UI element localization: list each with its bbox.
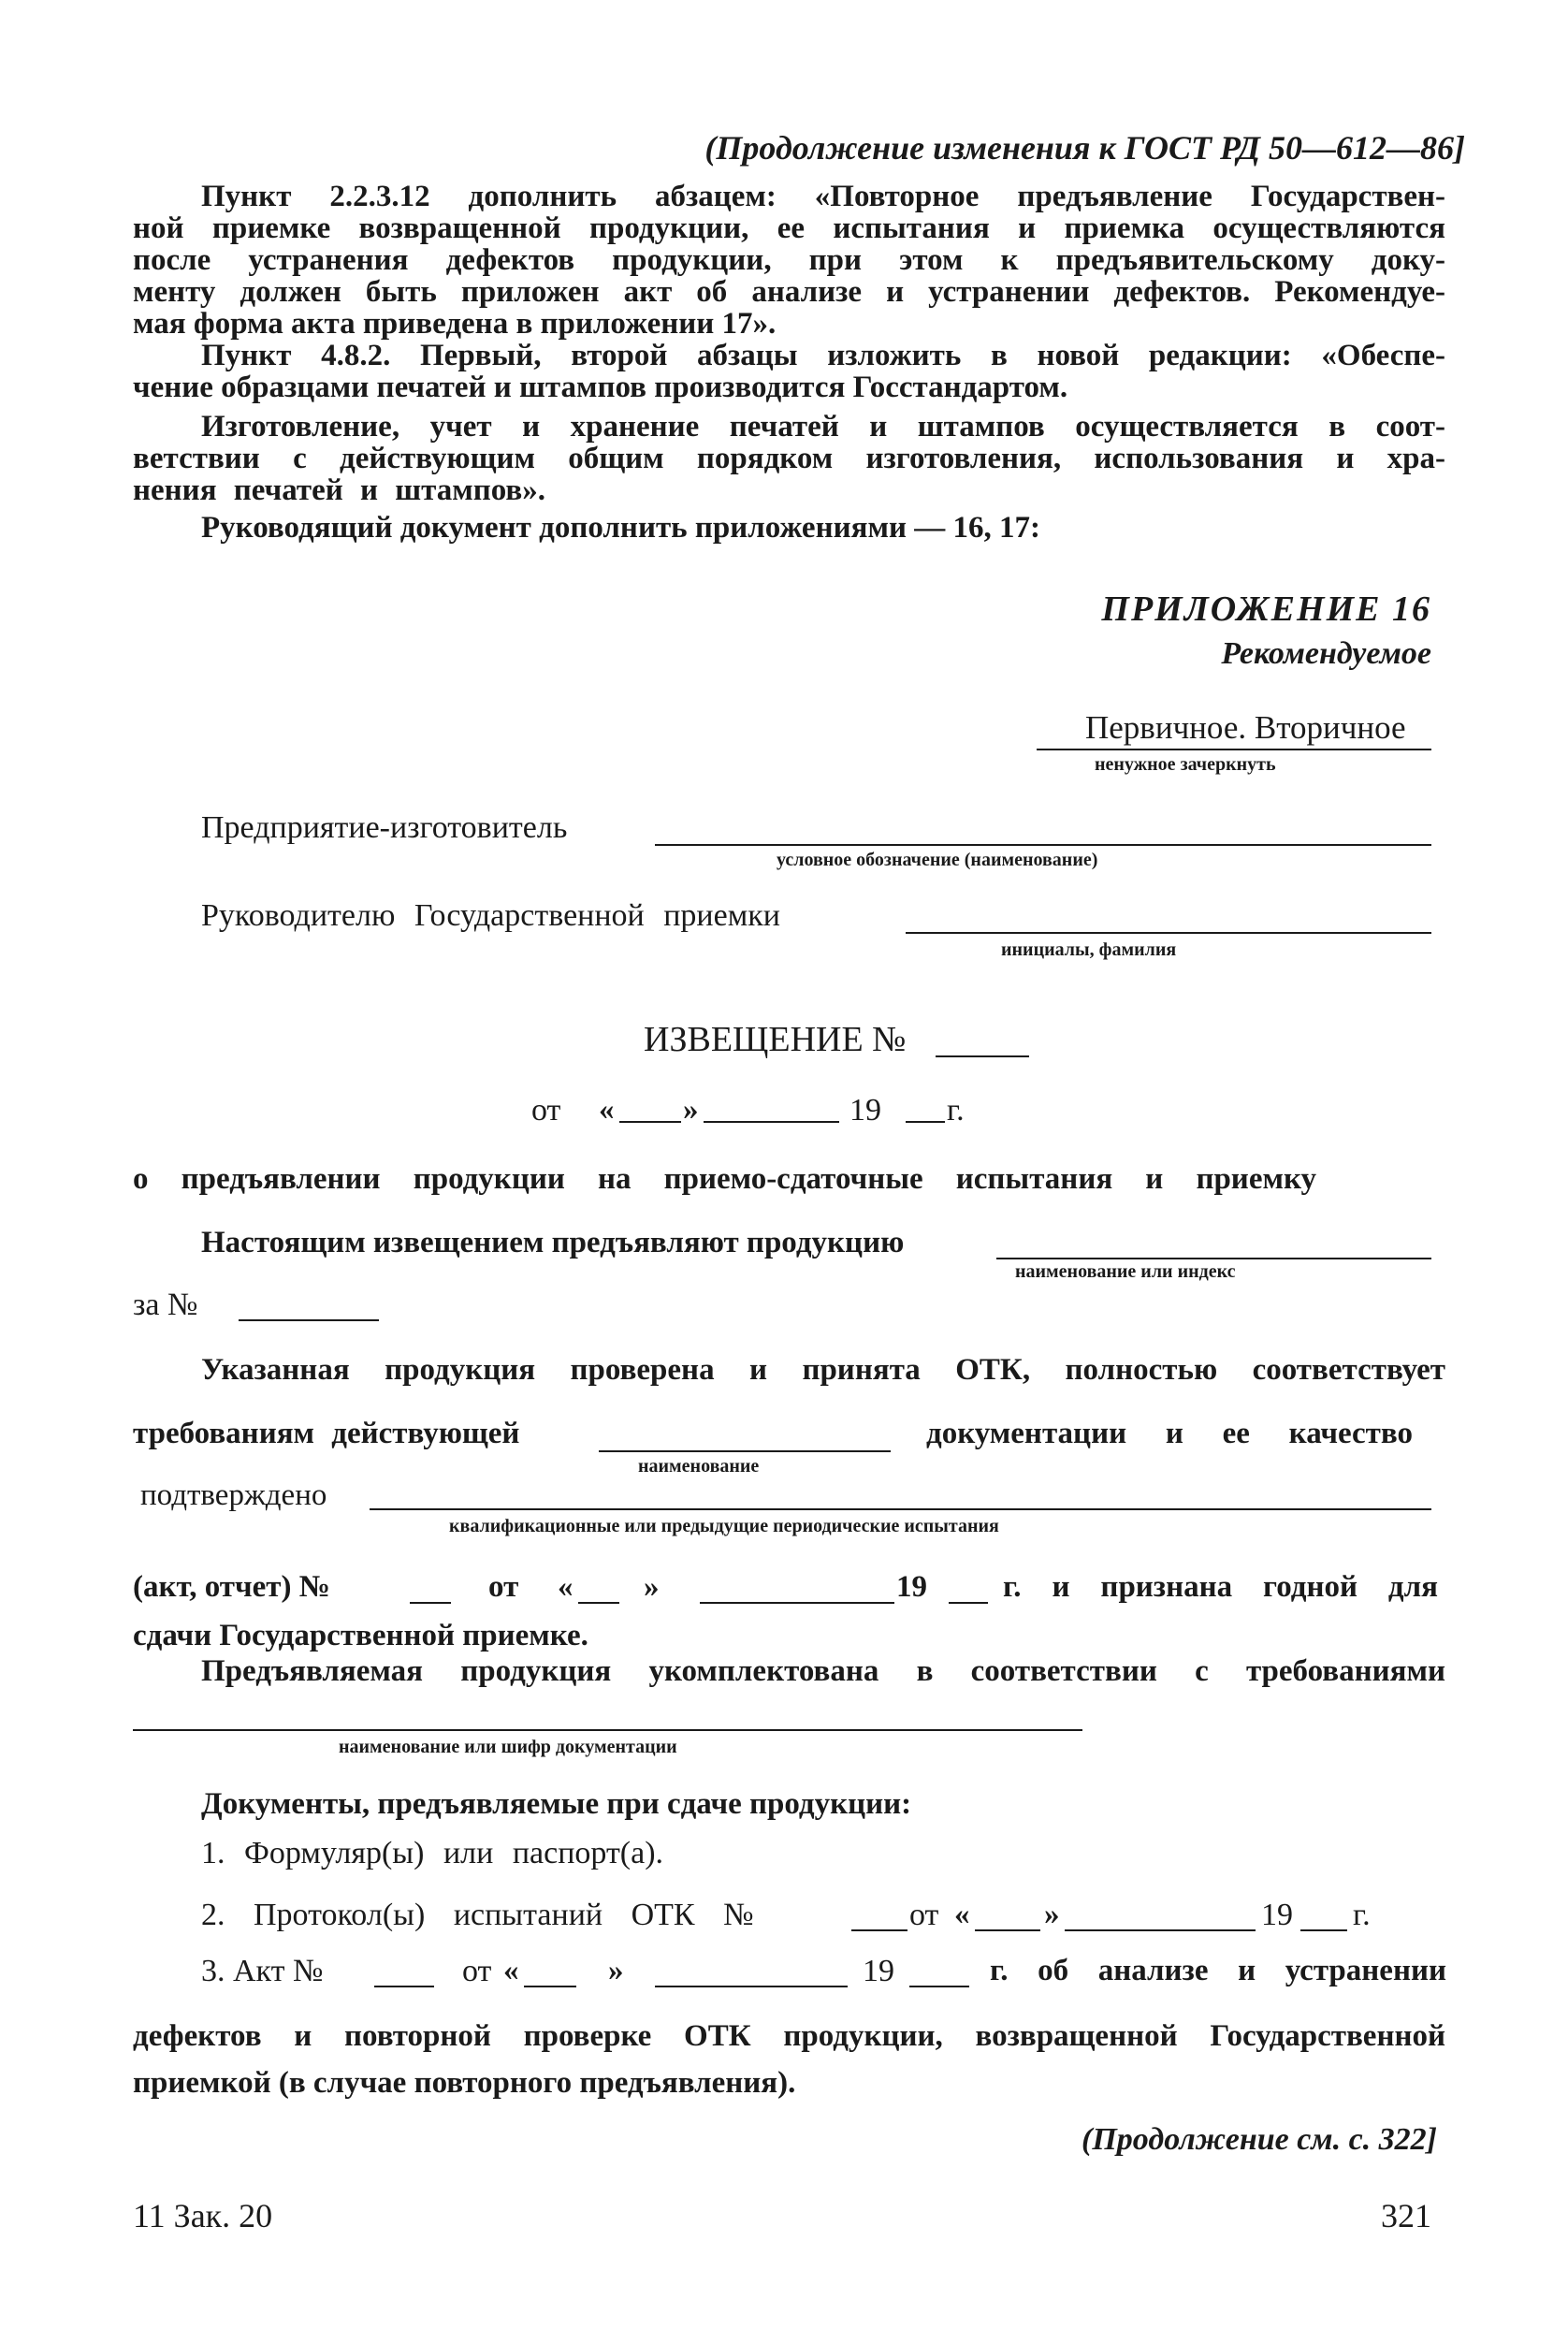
act-year-field[interactable]	[949, 1602, 988, 1604]
doc-2-quote-close: »	[1044, 1898, 1060, 1931]
doc-3-label: 3. Акт №	[201, 1954, 324, 1988]
doc-2-number-field[interactable]	[851, 1929, 907, 1931]
complete-line: Предъявляемая продукция укомплектована в соответствии с требованиями	[201, 1654, 1445, 1688]
checked-line: Указанная продукция проверена и принята ОТК, полностью соответствует	[201, 1353, 1445, 1387]
footer-order: 11 Зак. 20	[133, 2197, 273, 2234]
date-year-field[interactable]	[906, 1121, 945, 1123]
strike-note: ненужное зачеркнуть	[1095, 754, 1276, 775]
doc-2-quote-open: «	[954, 1898, 970, 1931]
doc-3-tail: г. об анализе и устранении	[990, 1954, 1446, 1987]
intro-line: после устранения дефектов продукции, при этом к предъявительскому доку-	[133, 243, 1445, 277]
notice-subject: о предъявлении продукции на приемо-сдаточные испытания и приемку	[133, 1162, 1316, 1196]
addressee-caption: инициалы, фамилия	[1001, 939, 1177, 960]
requirements-tail: документации и ее качество	[926, 1417, 1413, 1450]
docs-header: Документы, предъявляемые при сдаче продукции:	[201, 1787, 912, 1821]
intro-line: Пункт 4.8.2. Первый, второй абзацы изложить в новой редакции: «Обеспе-	[201, 339, 1445, 372]
date-year-prefix: 19	[849, 1093, 881, 1128]
present-product-field[interactable]	[996, 1258, 1431, 1259]
doc-3-number-field[interactable]	[374, 1986, 434, 1987]
act-label: (акт, отчет) №	[133, 1570, 330, 1604]
header-continuation: (Продолжение изменения к ГОСТ РД 50—612—86]	[704, 129, 1465, 167]
intro-line: ной приемке возвращенной продукции, ее испытания и приемка осуществляются	[133, 211, 1445, 245]
date-quote-open: «	[599, 1093, 615, 1127]
confirmed-label: подтверждено	[140, 1478, 327, 1512]
manufacturer-caption: условное обозначение (наименование)	[777, 850, 1098, 870]
primary-secondary-label: Первичное. Вторичное	[1085, 709, 1406, 746]
page-number: 321	[1381, 2197, 1431, 2234]
doc-3-day-field[interactable]	[524, 1986, 576, 1987]
manufacturer-label: Предприятие-изготовитель	[201, 810, 568, 845]
doc-2-year-prefix: 19	[1261, 1898, 1293, 1932]
manufacturer-field[interactable]	[655, 844, 1431, 846]
act-quote-close: »	[644, 1570, 660, 1604]
confirmed-caption: квалификационные или предыдущие периодические испытания	[449, 1516, 999, 1536]
za-no-field[interactable]	[239, 1319, 379, 1321]
notice-title: ИЗВЕЩЕНИЕ №	[644, 1020, 907, 1059]
appendix-subtitle: Рекомендуемое	[1221, 636, 1431, 671]
doc-3-quote-open: «	[503, 1954, 519, 1987]
date-month-field[interactable]	[704, 1121, 839, 1123]
act-ot: от	[488, 1570, 519, 1604]
doc-2-day-field[interactable]	[975, 1929, 1040, 1931]
date-quote-close: »	[683, 1093, 699, 1127]
intro-line: Изготовление, учет и хранение печатей и штампов осуществляется в соот-	[201, 410, 1445, 444]
doc-3-line3: приемкой (в случае повторного предъявления).	[133, 2066, 796, 2100]
doc-2-year-field[interactable]	[1300, 1929, 1347, 1931]
addressee-field[interactable]	[906, 932, 1431, 934]
intro-line: менту должен быть приложен акт об анализе и устранении дефектов. Рекомендуе-	[133, 275, 1445, 309]
act-year-prefix: 19	[896, 1570, 927, 1604]
doc-3-line2: дефектов и повторной проверке ОТК продукции, возвращенной Государственной	[133, 2019, 1445, 2053]
intro-line: нения печатей и штампов».	[133, 473, 545, 507]
intro-line: Руководящий документ дополнить приложениями — 16, 17:	[201, 511, 1040, 545]
date-ot: от	[531, 1093, 561, 1128]
confirmed-field[interactable]	[370, 1508, 1431, 1510]
doc-3-year-prefix: 19	[863, 1954, 894, 1988]
present-label: Настоящим извещением предъявляют продукцию	[201, 1226, 905, 1259]
intro-line: ветствии с действующим общим порядком изготовления, использования и хра-	[133, 442, 1445, 475]
intro-line: Пункт 2.2.3.12 дополнить абзацем: «Повторное предъявление Государствен-	[201, 180, 1445, 213]
requirements-label: требованиям действующей	[133, 1417, 520, 1450]
present-caption: наименование или индекс	[1015, 1261, 1236, 1282]
act-month-field[interactable]	[700, 1602, 894, 1604]
doc-2-g: г.	[1353, 1898, 1371, 1932]
act-line2: сдачи Государственной приемке.	[133, 1619, 588, 1652]
requirements-doc-field[interactable]	[599, 1450, 891, 1452]
requirements-caption: наименование	[638, 1456, 760, 1477]
date-g: г.	[947, 1093, 965, 1128]
doc-1: 1. Формуляр(ы) или паспорт(а).	[201, 1836, 664, 1870]
addressee-label: Руководителю Государственной приемки	[201, 898, 780, 933]
doc-3-ot: от	[462, 1954, 492, 1988]
doc-2-month-field[interactable]	[1065, 1929, 1256, 1931]
act-number-field[interactable]	[410, 1602, 451, 1604]
date-day-field[interactable]	[619, 1121, 681, 1123]
intro-line: мая форма акта приведена в приложении 17».	[133, 307, 777, 341]
act-day-field[interactable]	[578, 1602, 619, 1604]
doc-2-label: 2. Протокол(ы) испытаний ОТК №	[201, 1898, 754, 1932]
complete-caption: наименование или шифр документации	[339, 1737, 677, 1757]
primary-secondary-underline	[1037, 749, 1431, 750]
act-tail: г. и признана годной для	[1003, 1570, 1438, 1604]
notice-number-field[interactable]	[936, 1055, 1029, 1057]
doc-3-year-field[interactable]	[909, 1986, 969, 1987]
act-quote-open: «	[558, 1570, 573, 1604]
continued-note: (Продолжение см. с. 322]	[1082, 2122, 1437, 2157]
doc-2-ot: от	[909, 1898, 939, 1932]
doc-3-month-field[interactable]	[655, 1986, 848, 1987]
doc-3-quote-close: »	[608, 1954, 624, 1987]
intro-line: чение образцами печатей и штампов производится Госстандартом.	[133, 371, 1068, 404]
appendix-title: ПРИЛОЖЕНИЕ 16	[1101, 589, 1431, 629]
za-no-label: за №	[133, 1288, 198, 1322]
complete-doc-field[interactable]	[133, 1729, 1082, 1731]
